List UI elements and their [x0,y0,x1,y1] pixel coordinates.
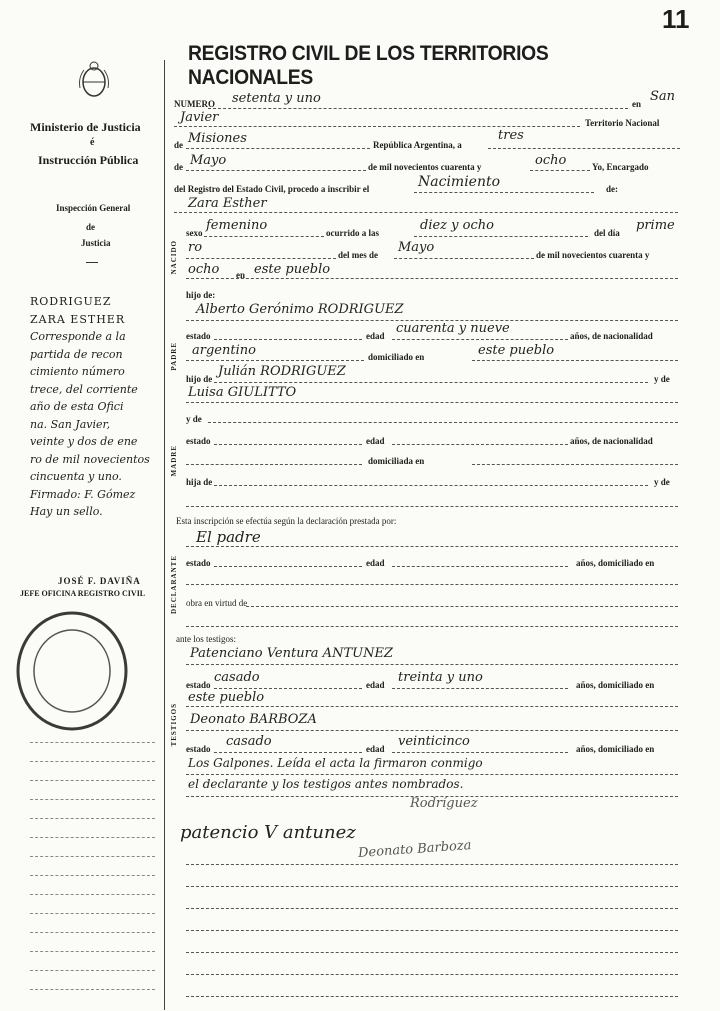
field-line [186,546,678,547]
margin-rule [30,894,155,895]
label-edad: edad [366,331,385,341]
value-testigo2-edad: veinticinco [398,734,470,749]
label-estado-4: estado [186,680,211,690]
label-anos-dom-3: años, domiciliado en [576,744,655,754]
field-line [186,908,678,909]
signature-barboza: Deonato Barboza [357,838,472,861]
label-obra: obra en virtud de [186,598,248,608]
label-anos-dom: años, domiciliado en [576,558,655,568]
margin-rule [30,932,155,933]
value-nombre: Zara Esther [188,196,267,211]
value-nacimiento: Nacimiento [418,174,501,190]
page-number: 11 [662,4,690,34]
side-label-padre: PADRE [170,342,178,371]
margin-line: Firmado: F. Gómez [30,487,136,501]
margin-rule [30,837,155,838]
label-de-2: de [174,162,183,172]
field-line [186,996,678,997]
ministry-line-1: Ministerio de Justicia [30,120,141,134]
label-yo: Yo, Encargado [592,162,649,172]
value-abuela: Luisa GIULITTO [188,385,297,400]
margin-line: cincuenta y uno. [30,470,122,483]
value-dia: prime [636,218,675,233]
field-line [214,485,648,486]
label-territorio: Territorio Nacional [585,118,660,128]
field-line [392,444,568,445]
margin-rule [30,875,155,876]
value-padre-nombre: Alberto Gerónimo RODRIGUEZ [196,302,404,317]
margin-line: RODRIGUEZ [30,295,112,308]
margin-line: Hay un sello. [30,505,103,518]
label-y-de-2: y de [186,414,202,424]
field-line [186,952,678,953]
value-ocho: ocho [535,153,567,168]
divider [86,262,98,263]
field-line [414,236,588,237]
value-dia-2: ro [188,240,203,255]
page-title: REGISTRO CIVIL DE LOS TERRITORIOS NACIONALES [188,42,549,89]
signature-antunez: patencio V antunez [180,822,356,843]
value-lugar: este pueblo [254,262,331,277]
label-y-de-3: y de [654,477,670,487]
margin-rule [30,989,155,990]
label-edad-2: edad [366,436,385,446]
inspection-line-3: Justicia [81,238,111,248]
field-line [214,382,648,383]
label-estado-5: estado [186,744,211,754]
value-misiones: Misiones [188,131,247,146]
margin-line: partida de recon [30,347,123,361]
label-estado-3: estado [186,558,211,568]
value-testigo1-edad: treinta y uno [398,670,483,685]
label-del-mes: del mes de [338,250,378,260]
label-edad-3: edad [366,558,385,568]
label-sexo: sexo [186,228,203,238]
field-line [488,148,680,149]
label-testigos: ante los testigos: [176,634,236,644]
value-testigo1-dom: este pueblo [188,690,265,705]
margin-note [30,293,160,521]
ministry-line-2: é [90,137,95,148]
label-de-mil-2: de mil novecientos cuarenta y [536,250,650,260]
label-domiciliada: domiciliada en [368,456,425,466]
value-testigo1-estado: casado [214,670,260,685]
field-line [394,258,534,259]
stamp-name: JOSÉ F. DAVIÑA [58,576,141,586]
ministry-line-3: Instrucción Pública [38,153,139,167]
margin-rule [30,970,155,971]
side-label-nacido: NACIDO [170,240,178,275]
field-line [472,464,678,465]
value-abuelo: Julián RODRIGUEZ [218,364,346,379]
value-padre-edad: cuarenta y nueve [396,321,510,336]
coat-of-arms-icon [76,58,112,102]
value-testigo2: Deonato BARBOZA [190,712,317,727]
label-de-mil: de mil novecientos cuarenta y [368,162,482,172]
value-tres: tres [498,128,524,143]
field-line [174,212,678,213]
margin-rule [30,799,155,800]
field-line [204,236,324,237]
field-line [208,422,678,423]
margin-rule [30,913,155,914]
label-en-lugar: en [236,270,245,280]
value-padre-dom: este pueblo [478,343,555,358]
label-estado: estado [186,331,211,341]
field-line [174,126,580,127]
label-estado-2: estado [186,436,211,446]
label-domiciliado: domiciliado en [368,352,425,362]
label-anos-nac: años, de nacionalidad [570,331,653,341]
official-seal-icon [14,610,130,732]
label-edad-5: edad [366,744,385,754]
field-line [186,506,678,507]
value-testigo1: Patenciano Ventura ANTUNEZ [190,646,393,661]
field-line [186,974,678,975]
signature-rodriguez: Rodríguez [410,796,478,811]
field-line [208,108,628,109]
label-republica: República Argentina, a [373,140,462,150]
field-line [186,464,362,465]
field-line [530,170,590,171]
label-de: de [174,140,183,150]
label-declaracion: Esta inscripción se efectúa según la declaración prestada por: [176,516,397,526]
label-hijo-de: hijo de: [186,290,216,300]
field-line [186,584,678,585]
value-sexo: femenino [206,218,268,233]
field-line [414,192,594,193]
margin-line: año de esta Ofici [30,400,124,413]
label-hijo-de-2: hijo de [186,374,213,384]
field-line [186,258,336,259]
field-line [186,148,370,149]
label-numero: NUMERO [174,99,215,109]
field-line [186,864,678,865]
value-hora: diez y ocho [420,218,494,233]
margin-rule [30,856,155,857]
field-line [472,360,678,361]
field-line [186,278,678,279]
inspection-line-1: Inspección General [56,203,131,213]
value-ano: ocho [188,262,220,277]
margin-rule [30,818,155,819]
value-testigo2-dom: Los Galpones. Leída el acta la firmaron conmigo [188,756,483,770]
value-cierre: el declarante y los testigos antes nombrados. [188,777,464,791]
field-line [214,752,362,753]
field-line [186,774,678,775]
field-line [186,360,364,361]
field-line [214,339,362,340]
field-line [186,706,678,707]
label-ocurrido: ocurrido a las [326,228,379,238]
field-line [186,626,678,627]
value-declarante: El padre [196,528,261,546]
label-del-registro: del Registro del Estado Civil, procedo a inscribir el [174,184,370,194]
label-hija-de: hija de [186,477,213,487]
margin-line: veinte y dos de ene [30,435,138,448]
value-javier: Javier [180,110,219,125]
margin-rule [30,761,155,762]
margin-rule [30,780,155,781]
field-line [392,688,568,689]
side-label-declarante: DECLARANTE [170,555,178,615]
value-padre-nac: argentino [192,343,256,358]
field-line [186,730,678,731]
value-mes: Mayo [398,240,435,255]
label-y-de: y de [654,374,670,384]
field-line [186,930,678,931]
margin-line: trece, del corriente [30,382,138,396]
value-en: San [650,89,676,104]
field-line [392,566,568,567]
margin-rule [30,742,155,743]
side-label-testigos: TESTIGOS [170,703,178,747]
field-line [186,402,678,403]
side-label-madre: MADRE [170,445,178,477]
field-line [214,444,362,445]
value-mayo: Mayo [190,153,227,168]
field-line [246,606,678,607]
margin-line: ro de mil novecientos [30,452,150,466]
margin-line: cimiento número [30,365,125,378]
field-line [392,339,568,340]
field-line [214,566,362,567]
field-line [392,752,568,753]
field-line [214,688,362,689]
label-del-dia: del día [594,228,620,238]
field-line [186,886,678,887]
label-edad-4: edad [366,680,385,690]
margin-line: ZARA ESTHER [30,312,126,326]
field-line [186,170,366,171]
margin-line: na. San Javier, [30,417,111,431]
margin-rule [30,951,155,952]
margin-line: Corresponde a la [30,330,126,343]
label-de-colon: de: [606,184,618,194]
value-numero: setenta y uno [232,91,321,106]
value-testigo2-estado: casado [226,734,272,749]
inspection-line-2: de [86,222,95,232]
label-anos-dom-2: años, domiciliado en [576,680,655,690]
label-en: en [632,99,641,109]
field-line [186,664,678,665]
label-anos-nac-2: años, de nacionalidad [570,436,653,446]
margin-border [164,60,165,1010]
stamp-role: JEFE OFICINA REGISTRO CIVIL [20,589,146,598]
